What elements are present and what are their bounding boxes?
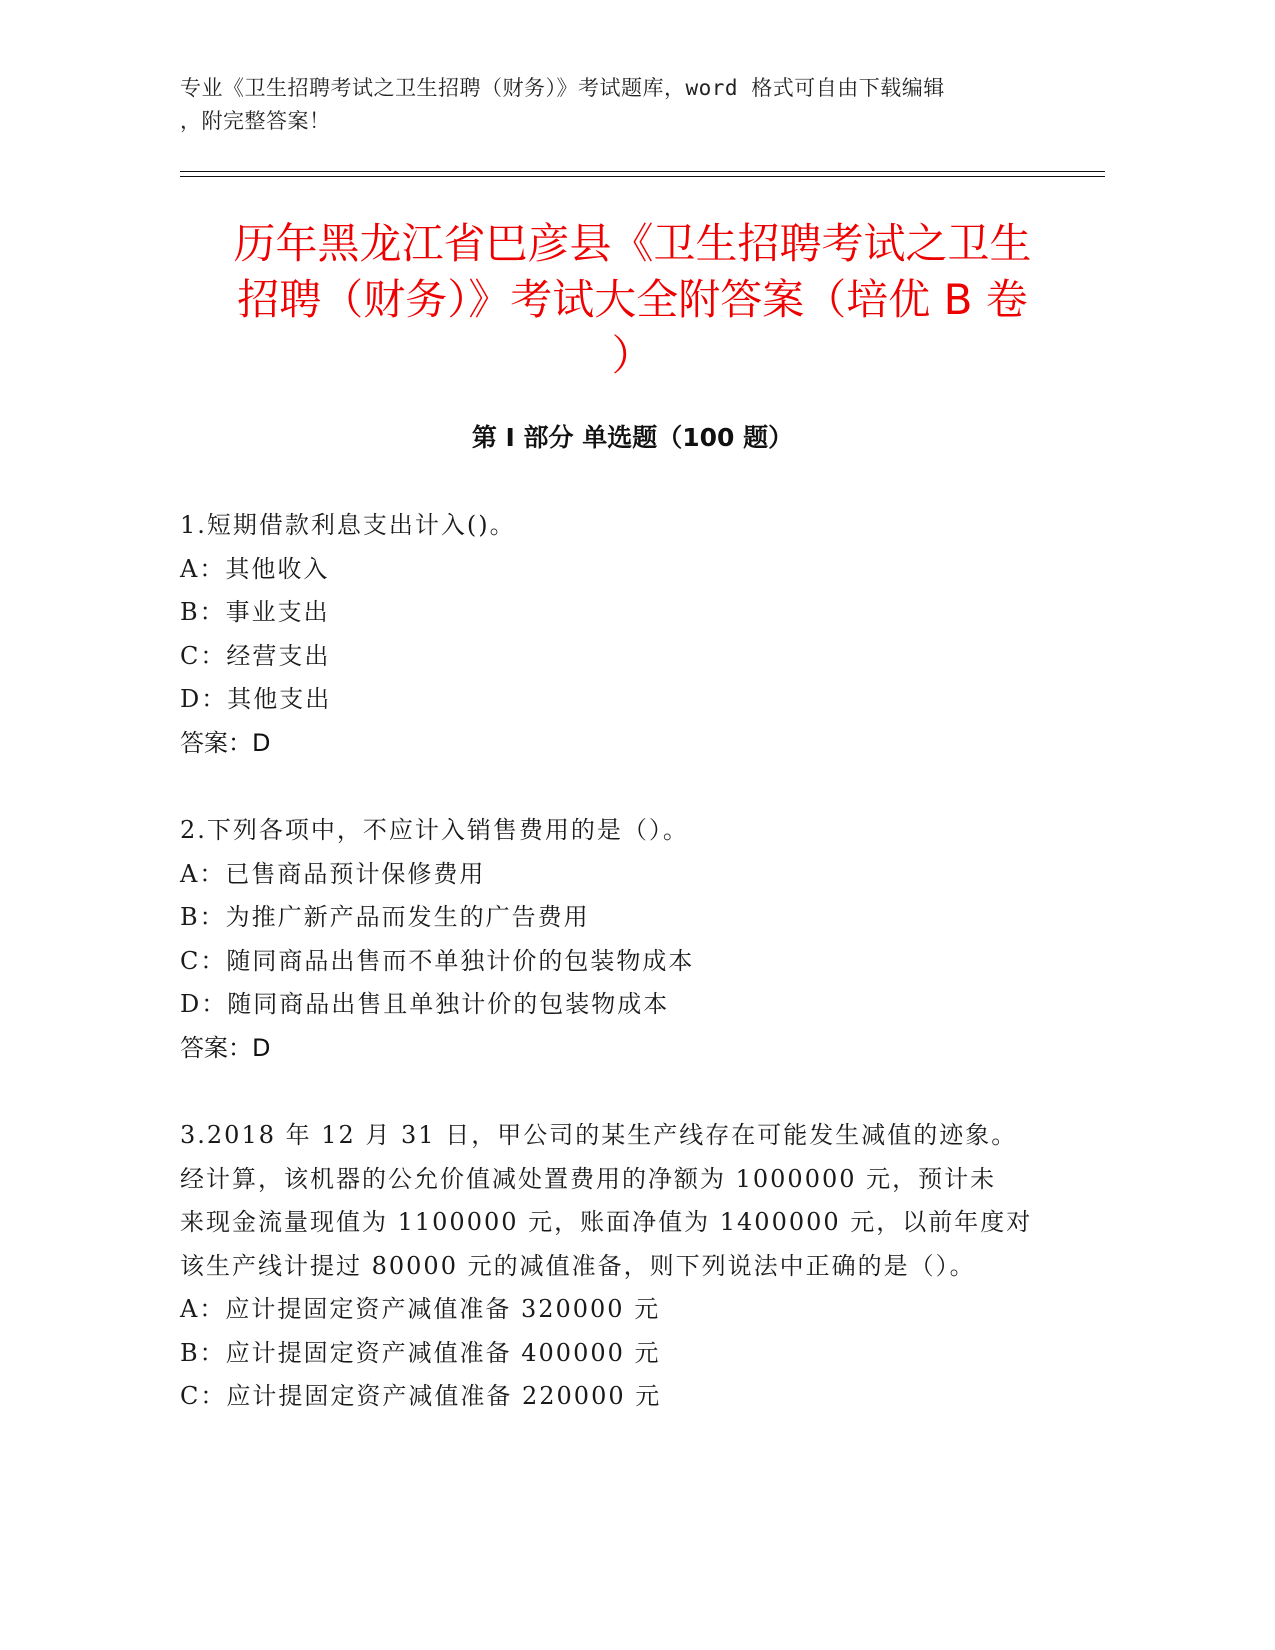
option-c: C：随同商品出售而不单独计价的包装物成本 xyxy=(180,946,695,975)
header-divider-top xyxy=(180,171,1105,172)
document-title xyxy=(160,216,1105,384)
question-stem: 2.下列各项中，不应计入销售费用的是（）。 xyxy=(180,816,689,844)
question-2 xyxy=(180,809,1040,1070)
header-note xyxy=(180,72,1080,138)
header-note-line-2: ，附完整答案！ xyxy=(180,109,331,133)
section-title: 第 I 部分 单选题（100 题） xyxy=(471,423,794,452)
question-stem-line-2: 经计算，该机器的公允价值减处置费用的净额为 1000000 元，预计未 xyxy=(180,1164,997,1193)
question-stem-line-3: 来现金流量现值为 1100000 元，账面净值为 1400000 元，以前年度对 xyxy=(180,1208,1033,1236)
header-note-line-1: 专业《卫生招聘考试之卫生招聘（财务）》考试题库，word 格式可自由下载编辑 xyxy=(180,76,945,100)
option-a: A：已售商品预计保修费用 xyxy=(180,859,486,888)
document-title-line-2: 招聘（财务）》考试大全附答案（培优 B 卷 xyxy=(237,275,1028,324)
header-divider-bottom xyxy=(180,176,1105,177)
option-a: A：应计提固定资产减值准备 320000 元 xyxy=(180,1295,661,1323)
option-c: C：经营支出 xyxy=(180,641,331,670)
option-a: A：其他收入 xyxy=(180,554,330,583)
question-3 xyxy=(180,1114,1040,1419)
option-d: D：其他支出 xyxy=(180,685,332,713)
question-spacer xyxy=(180,1070,1040,1114)
option-c: C：应计提固定资产减值准备 220000 元 xyxy=(180,1382,662,1410)
document-title-line-1: 历年黑龙江省巴彦县《卫生招聘考试之卫生 xyxy=(233,219,1032,268)
question-1 xyxy=(180,504,1040,765)
option-b: B：事业支出 xyxy=(180,598,330,626)
answer: 答案：D xyxy=(180,728,271,757)
question-stem: 1.短期借款利息支出计入()。 xyxy=(180,511,516,539)
question-list xyxy=(180,504,1040,1419)
question-stem-line-4: 该生产线计提过 80000 元的减值准备，则下列说法中正确的是（）。 xyxy=(180,1251,976,1280)
question-stem-line-1: 3.2018 年 12 月 31 日，甲公司的某生产线存在可能发生减值的迹象。 xyxy=(180,1121,1018,1149)
option-b: B：应计提固定资产减值准备 400000 元 xyxy=(180,1338,661,1367)
answer: 答案：D xyxy=(180,1033,271,1062)
question-spacer xyxy=(180,765,1040,809)
option-d: D：随同商品出售且单独计价的包装物成本 xyxy=(180,990,670,1018)
option-b: B：为推广新产品而发生的广告费用 xyxy=(180,903,590,931)
document-title-line-3: ） xyxy=(611,331,654,380)
